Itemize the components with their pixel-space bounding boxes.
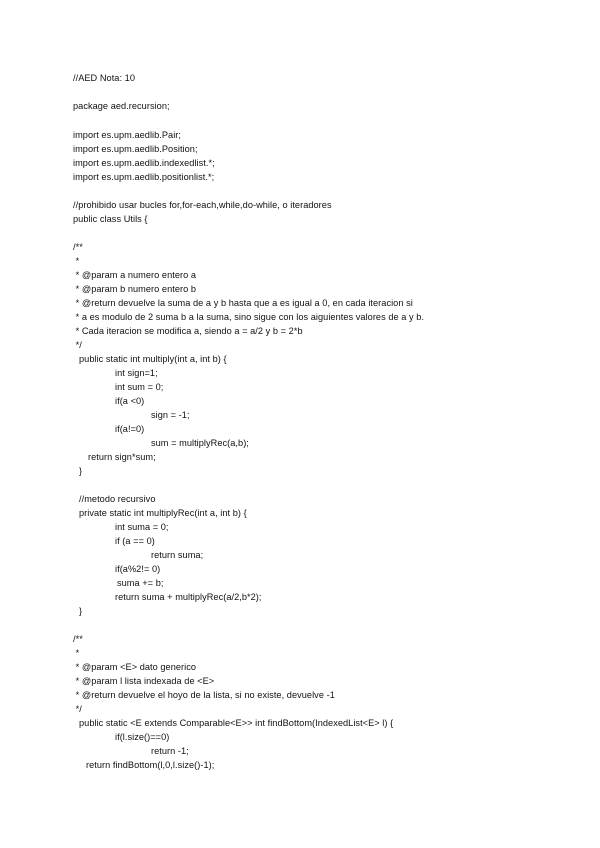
code-line: if (a == 0): [115, 536, 155, 546]
code-line: package aed.recursion;: [73, 101, 170, 111]
code-line: * @param a numero entero a: [73, 270, 197, 280]
code-line: //prohibido usar bucles for,for-each,while,do-while, o iteradores: [73, 200, 332, 210]
code-line: * a es modulo de 2 suma b a la suma, sino sigue con los aiguientes valores de a y b.: [73, 312, 425, 322]
code-line: import es.upm.aedlib.positionlist.*;: [73, 172, 215, 182]
code-line: //metodo recursivo: [79, 494, 156, 504]
code-line: if(a%2!= 0): [115, 564, 161, 574]
code-line: * @param l lista indexada de <E>: [73, 676, 215, 686]
code-line: * @param <E> dato generico: [73, 662, 197, 672]
code-line: int sum = 0;: [115, 382, 164, 392]
code-line: import es.upm.aedlib.Position;: [73, 144, 198, 154]
code-line: int suma = 0;: [115, 522, 169, 532]
code-line: }: [79, 466, 83, 476]
code-line: suma += b;: [117, 578, 164, 588]
code-line: */: [73, 704, 82, 714]
code-line: }: [79, 606, 83, 616]
code-line: return suma;: [151, 550, 204, 560]
code-line: * @return devuelve el hoyo de la lista, si no existe, devuelve -1: [73, 690, 335, 700]
code-line: import es.upm.aedlib.Pair;: [73, 130, 182, 140]
code-line: private static int multiplyRec(int a, int b) {: [79, 508, 247, 518]
code-line: return findBottom(l,0,l.size()-1);: [86, 760, 215, 770]
code-line: if(a!=0): [115, 424, 145, 434]
code-line: return suma + multiplyRec(a/2,b*2);: [115, 592, 262, 602]
code-line: public static <E extends Comparable<E>> int findBottom(IndexedList<E> l) {: [79, 718, 394, 728]
code-line: public static int multiply(int a, int b) {: [79, 354, 227, 364]
code-line: sign = -1;: [151, 410, 190, 420]
code-line: * @param b numero entero b: [73, 284, 197, 294]
code-line: return sign*sum;: [88, 452, 156, 462]
code-line: public class Utils {: [73, 214, 148, 224]
code-line: *: [73, 256, 80, 266]
code-line: /**: [73, 634, 83, 644]
code-line: //AED Nota: 10: [73, 73, 135, 83]
code-line: sum = multiplyRec(a,b);: [151, 438, 249, 448]
code-line: import es.upm.aedlib.indexedlist.*;: [73, 158, 215, 168]
code-line: int sign=1;: [115, 368, 158, 378]
code-line: if(a <0): [115, 396, 145, 406]
code-line: * Cada iteracion se modifica a, siendo a = a/2 y b = 2*b: [73, 326, 303, 336]
code-line: /**: [73, 242, 83, 252]
code-line: * @return devuelve la suma de a y b hasta que a es igual a 0, en cada iteracion si: [73, 298, 413, 308]
code-line: *: [73, 648, 80, 658]
code-line: */: [73, 340, 82, 350]
code-line: if(l.size()==0): [115, 732, 170, 742]
code-line: return -1;: [151, 746, 189, 756]
